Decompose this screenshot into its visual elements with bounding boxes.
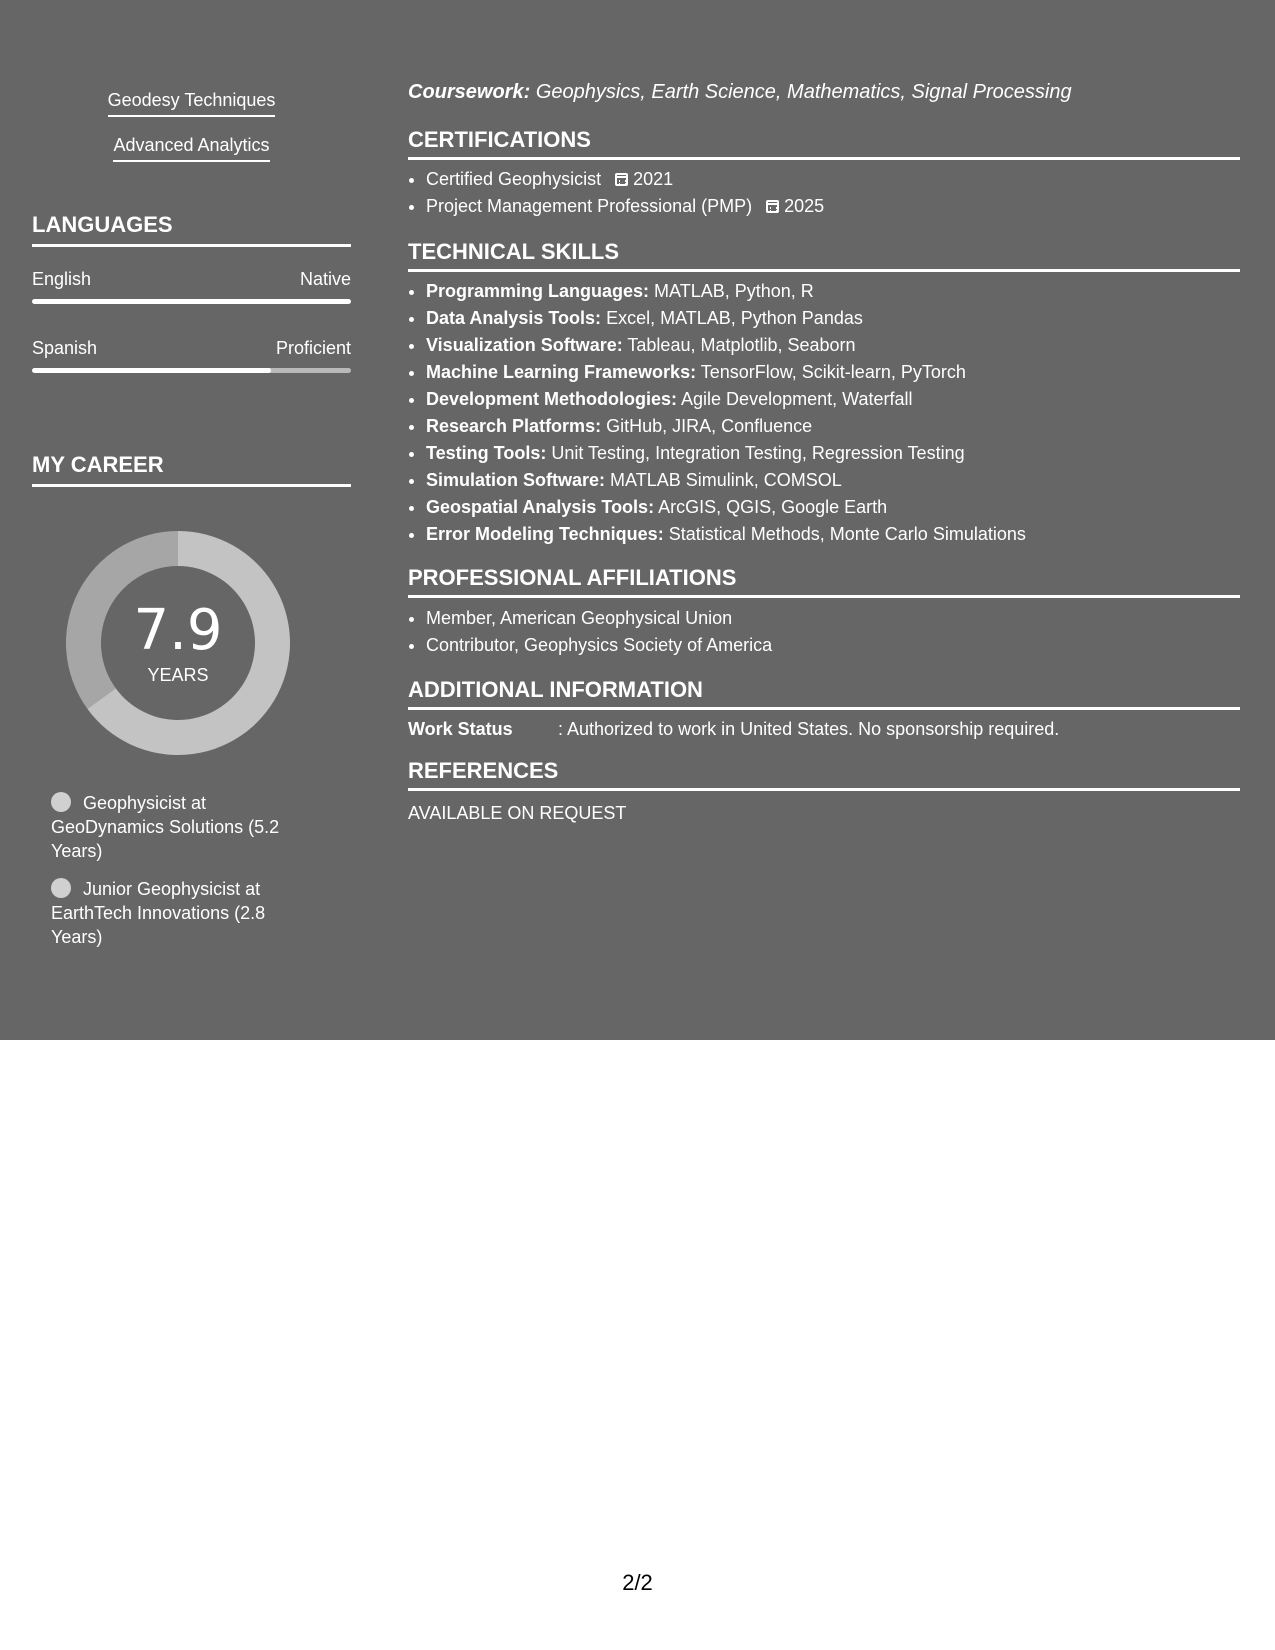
certifications-heading: CERTIFICATIONS	[408, 127, 1240, 160]
skill-tag-label: Advanced Analytics	[113, 134, 269, 162]
skill-value: ArcGIS, QGIS, Google Earth	[658, 497, 888, 517]
coursework-label: Coursework:	[408, 81, 531, 103]
technical-skills-heading: TECHNICAL SKILLS	[408, 239, 1240, 272]
legend-dot-icon	[51, 878, 71, 898]
skill-value: MATLAB, Python, R	[654, 281, 814, 301]
certification-name: Project Management Professional (PMP)	[426, 196, 753, 216]
skill-value: GitHub, JIRA, Confluence	[606, 416, 813, 436]
career-heading: MY CAREER	[32, 452, 351, 487]
skill-item	[426, 467, 1026, 494]
language-bar	[32, 368, 351, 373]
work-status-value: : Authorized to work in United States. No sponsorship required.	[558, 719, 1060, 739]
skill-label: Research Platforms:	[426, 416, 602, 436]
skill-label: Data Analysis Tools:	[426, 308, 602, 328]
languages-heading: LANGUAGES	[32, 212, 351, 247]
affiliation-item: • Member, American Geophysical Union	[426, 605, 772, 632]
language-name: Spanish	[32, 338, 98, 358]
language-level: Native	[299, 269, 351, 289]
references-heading: REFERENCES	[408, 758, 1240, 791]
language-bar	[32, 299, 351, 304]
technical-skills-list	[408, 278, 1026, 548]
skill-label: Error Modeling Techniques:	[426, 524, 664, 544]
certification-name: Certified Geophysicist	[426, 169, 602, 189]
skill-item	[426, 494, 1026, 521]
skill-item	[426, 359, 1026, 386]
skill-item	[426, 521, 1026, 548]
legend-dot-icon	[51, 792, 71, 812]
calendar-icon	[766, 200, 779, 213]
language-row	[32, 268, 351, 290]
language-bar-fill	[32, 368, 271, 373]
skill-item	[426, 440, 1026, 467]
skill-label: Machine Learning Frameworks:	[426, 362, 697, 382]
skill-label: Development Methodologies:	[426, 389, 678, 409]
skill-label: Testing Tools:	[426, 443, 547, 463]
page-number: 2/2	[622, 1570, 653, 1595]
career-item-label: Geophysicist at GeoDynamics Solutions (5.2 Years)	[51, 793, 280, 861]
skill-value: Unit Testing, Integration Testing, Regression Testing	[551, 443, 965, 463]
skill-item	[426, 278, 1026, 305]
work-status-label: Work Status	[408, 719, 513, 739]
work-status-row	[408, 718, 1059, 740]
skill-item	[426, 332, 1026, 359]
certifications-list	[408, 166, 824, 220]
additional-info-heading: ADDITIONAL INFORMATION	[408, 677, 1240, 710]
affiliation-item: • Contributor, Geophysics Society of America	[426, 632, 772, 659]
affiliations-heading: PROFESSIONAL AFFILIATIONS	[408, 565, 1240, 598]
skill-value: Statistical Methods, Monte Carlo Simulations	[668, 524, 1026, 544]
career-item	[51, 791, 311, 863]
skill-tag-label: Geodesy Techniques	[108, 89, 276, 117]
skill-label: Visualization Software:	[426, 335, 623, 355]
skill-label: Simulation Software:	[426, 470, 606, 490]
career-item	[51, 877, 311, 949]
language-bar-fill	[32, 299, 351, 304]
skill-tag	[32, 89, 351, 117]
references-text: AVAILABLE ON REQUEST	[408, 803, 627, 823]
skill-tag	[32, 134, 351, 162]
career-item-label: Junior Geophysicist at EarthTech Innovations (2.8 Years)	[51, 879, 266, 947]
skill-item	[426, 305, 1026, 332]
career-donut-chart	[66, 531, 290, 755]
career-total-years: 7.9	[133, 598, 223, 663]
skill-value: TensorFlow, Scikit-learn, PyTorch	[700, 362, 966, 382]
language-level: Proficient	[275, 338, 351, 358]
skill-value: MATLAB Simulink, COMSOL	[610, 470, 842, 490]
certification-year: 2021	[633, 169, 674, 189]
skill-item	[426, 413, 1026, 440]
affiliations-list	[408, 605, 772, 659]
certification-item	[426, 193, 824, 220]
career-years-unit: YEARS	[147, 665, 209, 685]
skill-value: Excel, MATLAB, Python Pandas	[606, 308, 863, 328]
skill-label: Programming Languages:	[426, 281, 650, 301]
language-row	[32, 337, 351, 359]
certification-year: 2025	[784, 196, 825, 216]
skill-value: Tableau, Matplotlib, Seaborn	[627, 335, 856, 355]
skill-label: Geospatial Analysis Tools:	[426, 497, 655, 517]
certification-item	[426, 166, 824, 193]
coursework-value: Geophysics, Earth Science, Mathematics, Signal Processing	[535, 81, 1072, 103]
coursework-line	[408, 80, 1072, 104]
language-name: English	[32, 269, 92, 289]
skill-value: Agile Development, Waterfall	[681, 389, 913, 409]
calendar-icon	[615, 173, 628, 186]
skill-item	[426, 386, 1026, 413]
